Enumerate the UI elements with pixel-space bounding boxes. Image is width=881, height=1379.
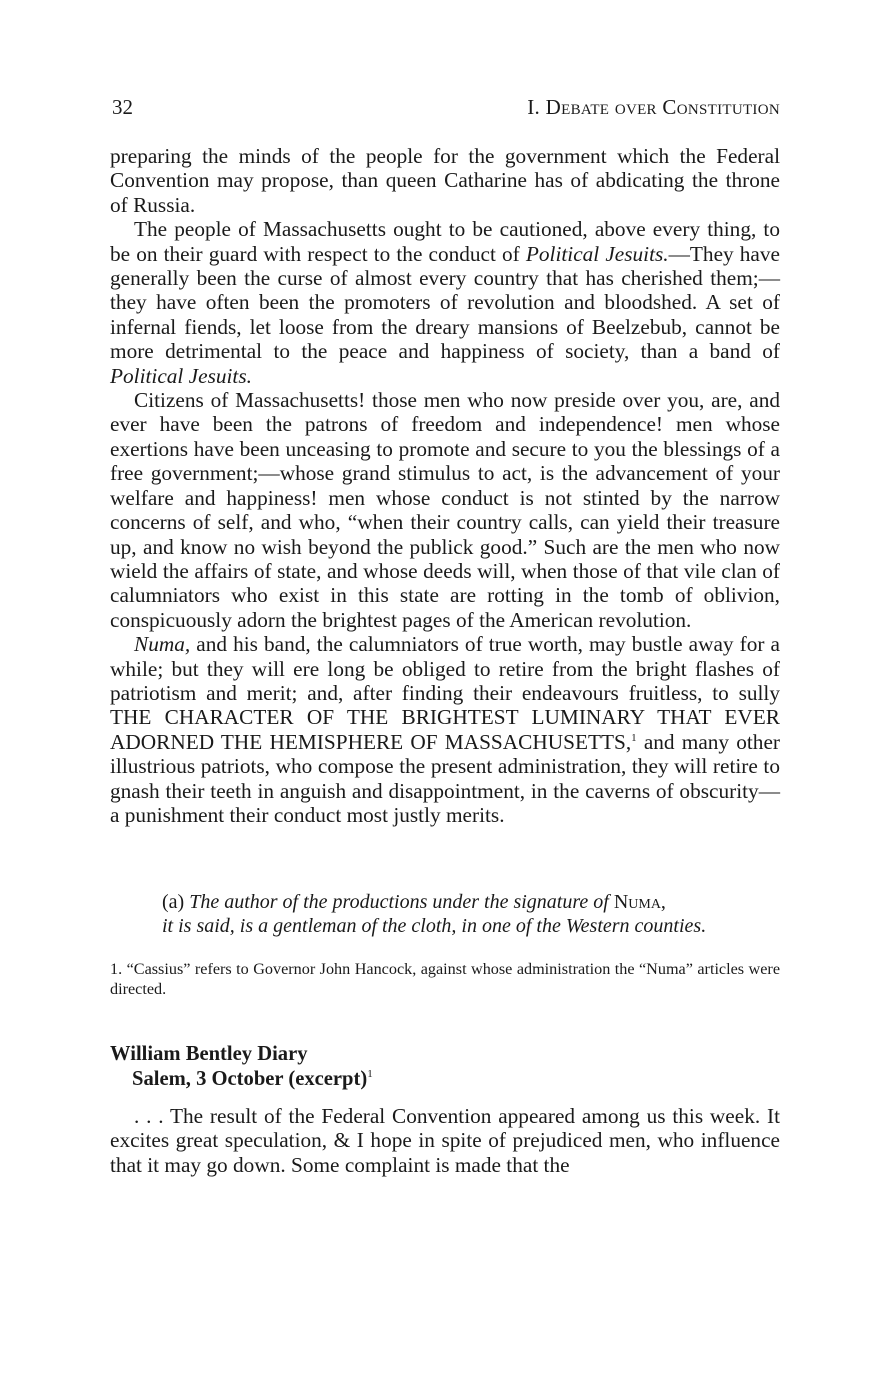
diary-footnote-reference: 1 — [367, 1068, 373, 1081]
paragraph-2-text-b: —They have generally been the curse of almost every country that has cherished them;—they have often been the promoters of revolution and bloodshed. A set of infernal fiends, let loose from the dreary mansions of Beelzebub, cannot be more detrimental to the peace and happiness of society, than a band of — [110, 241, 780, 364]
page-number: 32 — [112, 95, 133, 119]
paragraph-3: Citizens of Massachusetts! those men who now preside over you, are, and ever have been the patrons of freedom and independence! men whose exertions have been unceasing to promote and secure to you the blessings of a free government;—whose grand stimulus to act, is the advancement of your welfare and happiness! men whose conduct is not stinted by the narrow concerns of self, and who, “when their country calls, can yield their treasure up, and know no wish beyond the publick good.” Such are the men who now wield the affairs of state, and whose deeds will, when those of that vile clan of calumniators who exist in this state are rotting in the tomb of oblivion, conspicuously adorn the brightest pages of the American revolution. — [110, 388, 780, 632]
author-note-signature: Numa, — [613, 891, 666, 913]
paragraph-1: preparing the minds of the people for the government which the Federal Convention may propose, than queen Catharine has of abdicating the throne of Russia. — [110, 144, 780, 217]
article-body — [110, 144, 780, 827]
author-note — [162, 890, 782, 938]
paragraph-2-text-a: The people of Massachusetts ought to be cautioned, above every thing, to be on their guard with respect to the conduct of — [110, 217, 780, 266]
diary-title: William Bentley Diary — [110, 1043, 308, 1065]
paragraph-4-text-a: and his band, the calumniators of true worth, may bustle away for a while; but they will ere long be obliged to retire from the bright flashes of patriotism and merit; and, after finding their endeavours fruitless, to sully THE CHARACTER OF THE BRIGHTEST LUMINARY THAT EVER ADORNED THE HEMISPHERE OF MASSACHUSETTS, — [110, 632, 780, 754]
diary-excerpt — [110, 1104, 780, 1177]
author-note-text-b: it is said, is a gentleman of the cloth, in one of the Western counties. — [162, 915, 707, 937]
political-jesuits-emphasis-1: Political Jesuits. — [525, 241, 669, 266]
footnote-1: 1. “Cassius” refers to Governor John Hancock, against whose administration the “Numa” articles were directed. — [110, 960, 780, 998]
section-title: I. Debate over Constitution — [527, 95, 780, 119]
diary-heading — [110, 1042, 780, 1092]
author-note-label: (a) — [162, 891, 185, 913]
paragraph-2 — [110, 217, 780, 388]
numa-emphasis: Numa, — [134, 632, 191, 657]
diary-subtitle: Salem, 3 October (excerpt) — [132, 1068, 368, 1090]
paragraph-4-text-b: and many other illustrious patriots, who compose the present administration, they will retire to gnash their teeth in anguish and disappointment, in the caverns of obscurity—a punishment their conduct most justly merits. — [110, 729, 781, 827]
diary-subtitle-line — [110, 1067, 780, 1092]
footnote-reference-1: 1 — [631, 731, 637, 744]
author-note-text-a: The author of the productions under the signature of — [189, 891, 614, 913]
diary-paragraph: . . . The result of the Federal Convention appeared among us this week. It excites great speculation, & I hope in spite of prejudiced men, who influence that it may go down. Some complaint is made that the — [110, 1104, 780, 1177]
running-header — [110, 95, 780, 121]
paragraph-4 — [110, 632, 780, 827]
political-jesuits-emphasis-2: Political Jesuits. — [110, 363, 252, 388]
